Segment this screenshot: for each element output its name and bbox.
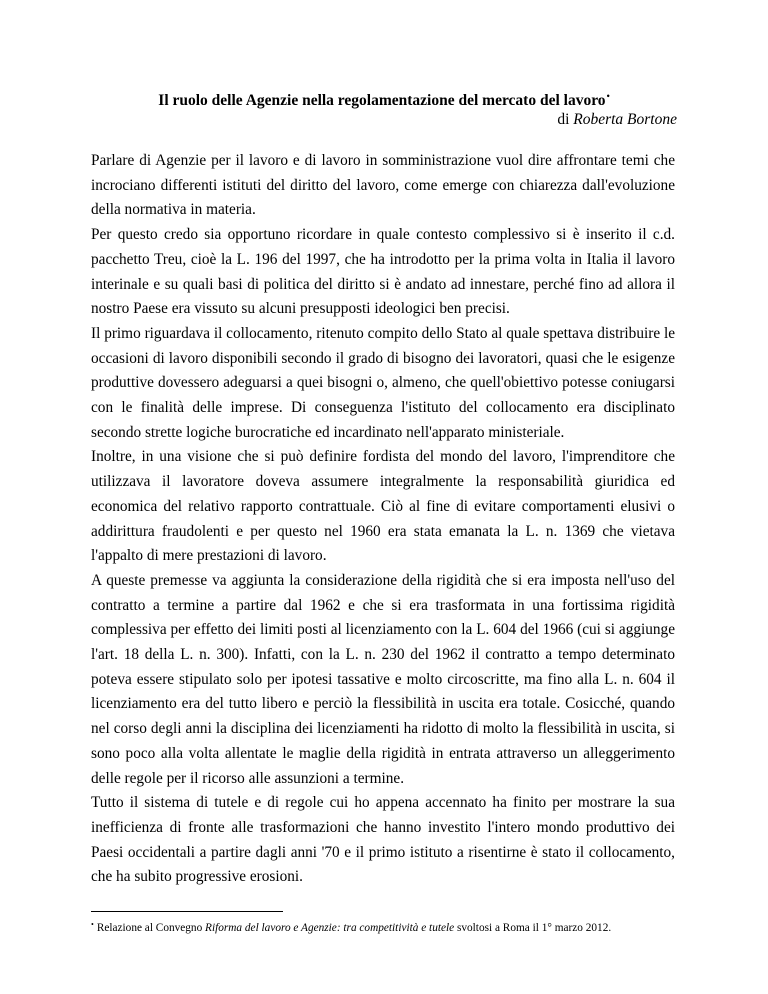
footnote (91, 918, 691, 935)
paragraph: Tutto il sistema di tutele e di regole cui ho appena accennato ha finito per mostrare la sua inefficienza di fronte alle trasformazioni che hanno investito l'intero mondo produttivo dei Paesi occidentali a partire dagli anni '70 e il primo istituto a risentirne è stato il collocamento, che ha subito progressive erosioni. (91, 794, 675, 886)
paragraph: Parlare di Agenzie per il lavoro e di lavoro in somministrazione vuol dire affrontare temi che incrociano differenti istituti del diritto del lavoro, come emerge con chiarezza dall'evoluzione della normativa in materia. (91, 152, 675, 219)
footnote-text-after: svoltosi a Roma il 1° marzo 2012. (454, 922, 612, 934)
author-byline (557, 111, 677, 129)
footnote-conference-title: Riforma del lavoro e Agenzie: tra competitività e tutele (205, 922, 455, 934)
title-text: Il ruolo delle Agenzie nella regolamentazione del mercato del lavoro (158, 92, 606, 109)
title-footnote-mark: • (606, 91, 610, 101)
footnote-separator (91, 911, 283, 912)
author-name: Roberta Bortone (573, 111, 677, 128)
paragraph: A queste premesse va aggiunta la considerazione della rigidità che si era imposta nell'uso del contratto a termine a partire dal 1962 e che si era trasformata in una fortissima rigidità complessiva per effetto dei limiti posti al licenziamento con la L. 604 del 1966 (cui si aggiunge l'art. 18 della L. n. 300). Infatti, con la L. n. 230 del 1962 il contratto a tempo determinato poteva essere stipulato solo per ipotesi tassative e molto circoscritte, ma fino alla L. n. 604 il licenziamento era del tutto libero e perciò la flessibilità in uscita era totale. Cosicché, quando nel corso degli anni la disciplina dei licenziamenti ha ridotto di molto la flessibilità in uscita, si sono poco alla volta allentate le maglie della rigidità in entrata attraverso un alleggerimento delle regole per il ricorso alle assunzioni a termine. (91, 571, 675, 787)
footnote-text-before: Relazione al Convegno (96, 922, 206, 934)
document-title (0, 87, 768, 110)
paragraph: Inoltre, in una visione che si può definire fordista del mondo del lavoro, l'imprenditore che utilizzava il lavoratore doveva assumere integralmente la responsabilità giuridica ed economica del relativo rapporto contrattuale. Ciò al fine di evitare comportamenti elusivi o addirittura fraudolenti e per questo nel 1960 era stata emanata la L. n. 1369 che vietava l'appalto di mere prestazioni di lavoro. (91, 448, 675, 565)
footnote-mark: • (91, 920, 94, 929)
body-text (91, 149, 675, 890)
paragraph: Il primo riguardava il collocamento, ritenuto compito dello Stato al quale spettava distribuire le occasioni di lavoro disponibili secondo il grado di bisogno dei lavoratori, quasi che le esigenze produttive dovessero adeguarsi a quei bisogni o, almeno, che quell'obiettivo potesse coniugarsi con le finalità delle imprese. Di conseguenza l'istituto del collocamento era disciplinato secondo strette logiche burocratiche ed incardinato nell'apparato ministeriale. (91, 324, 675, 441)
paragraph: Per questo credo sia opportuno ricordare in quale contesto complessivo si è inserito il c.d. pacchetto Treu, cioè la L. 196 del 1997, che ha introdotto per la prima volta in Italia il lavoro interinale e su quali basi di politica del diritto si è andato ad innestare, perché fino ad allora il nostro Paese era vissuto su alcuni presupposti ideologici ben precisi. (91, 226, 675, 318)
byline-prefix: di (557, 111, 574, 128)
